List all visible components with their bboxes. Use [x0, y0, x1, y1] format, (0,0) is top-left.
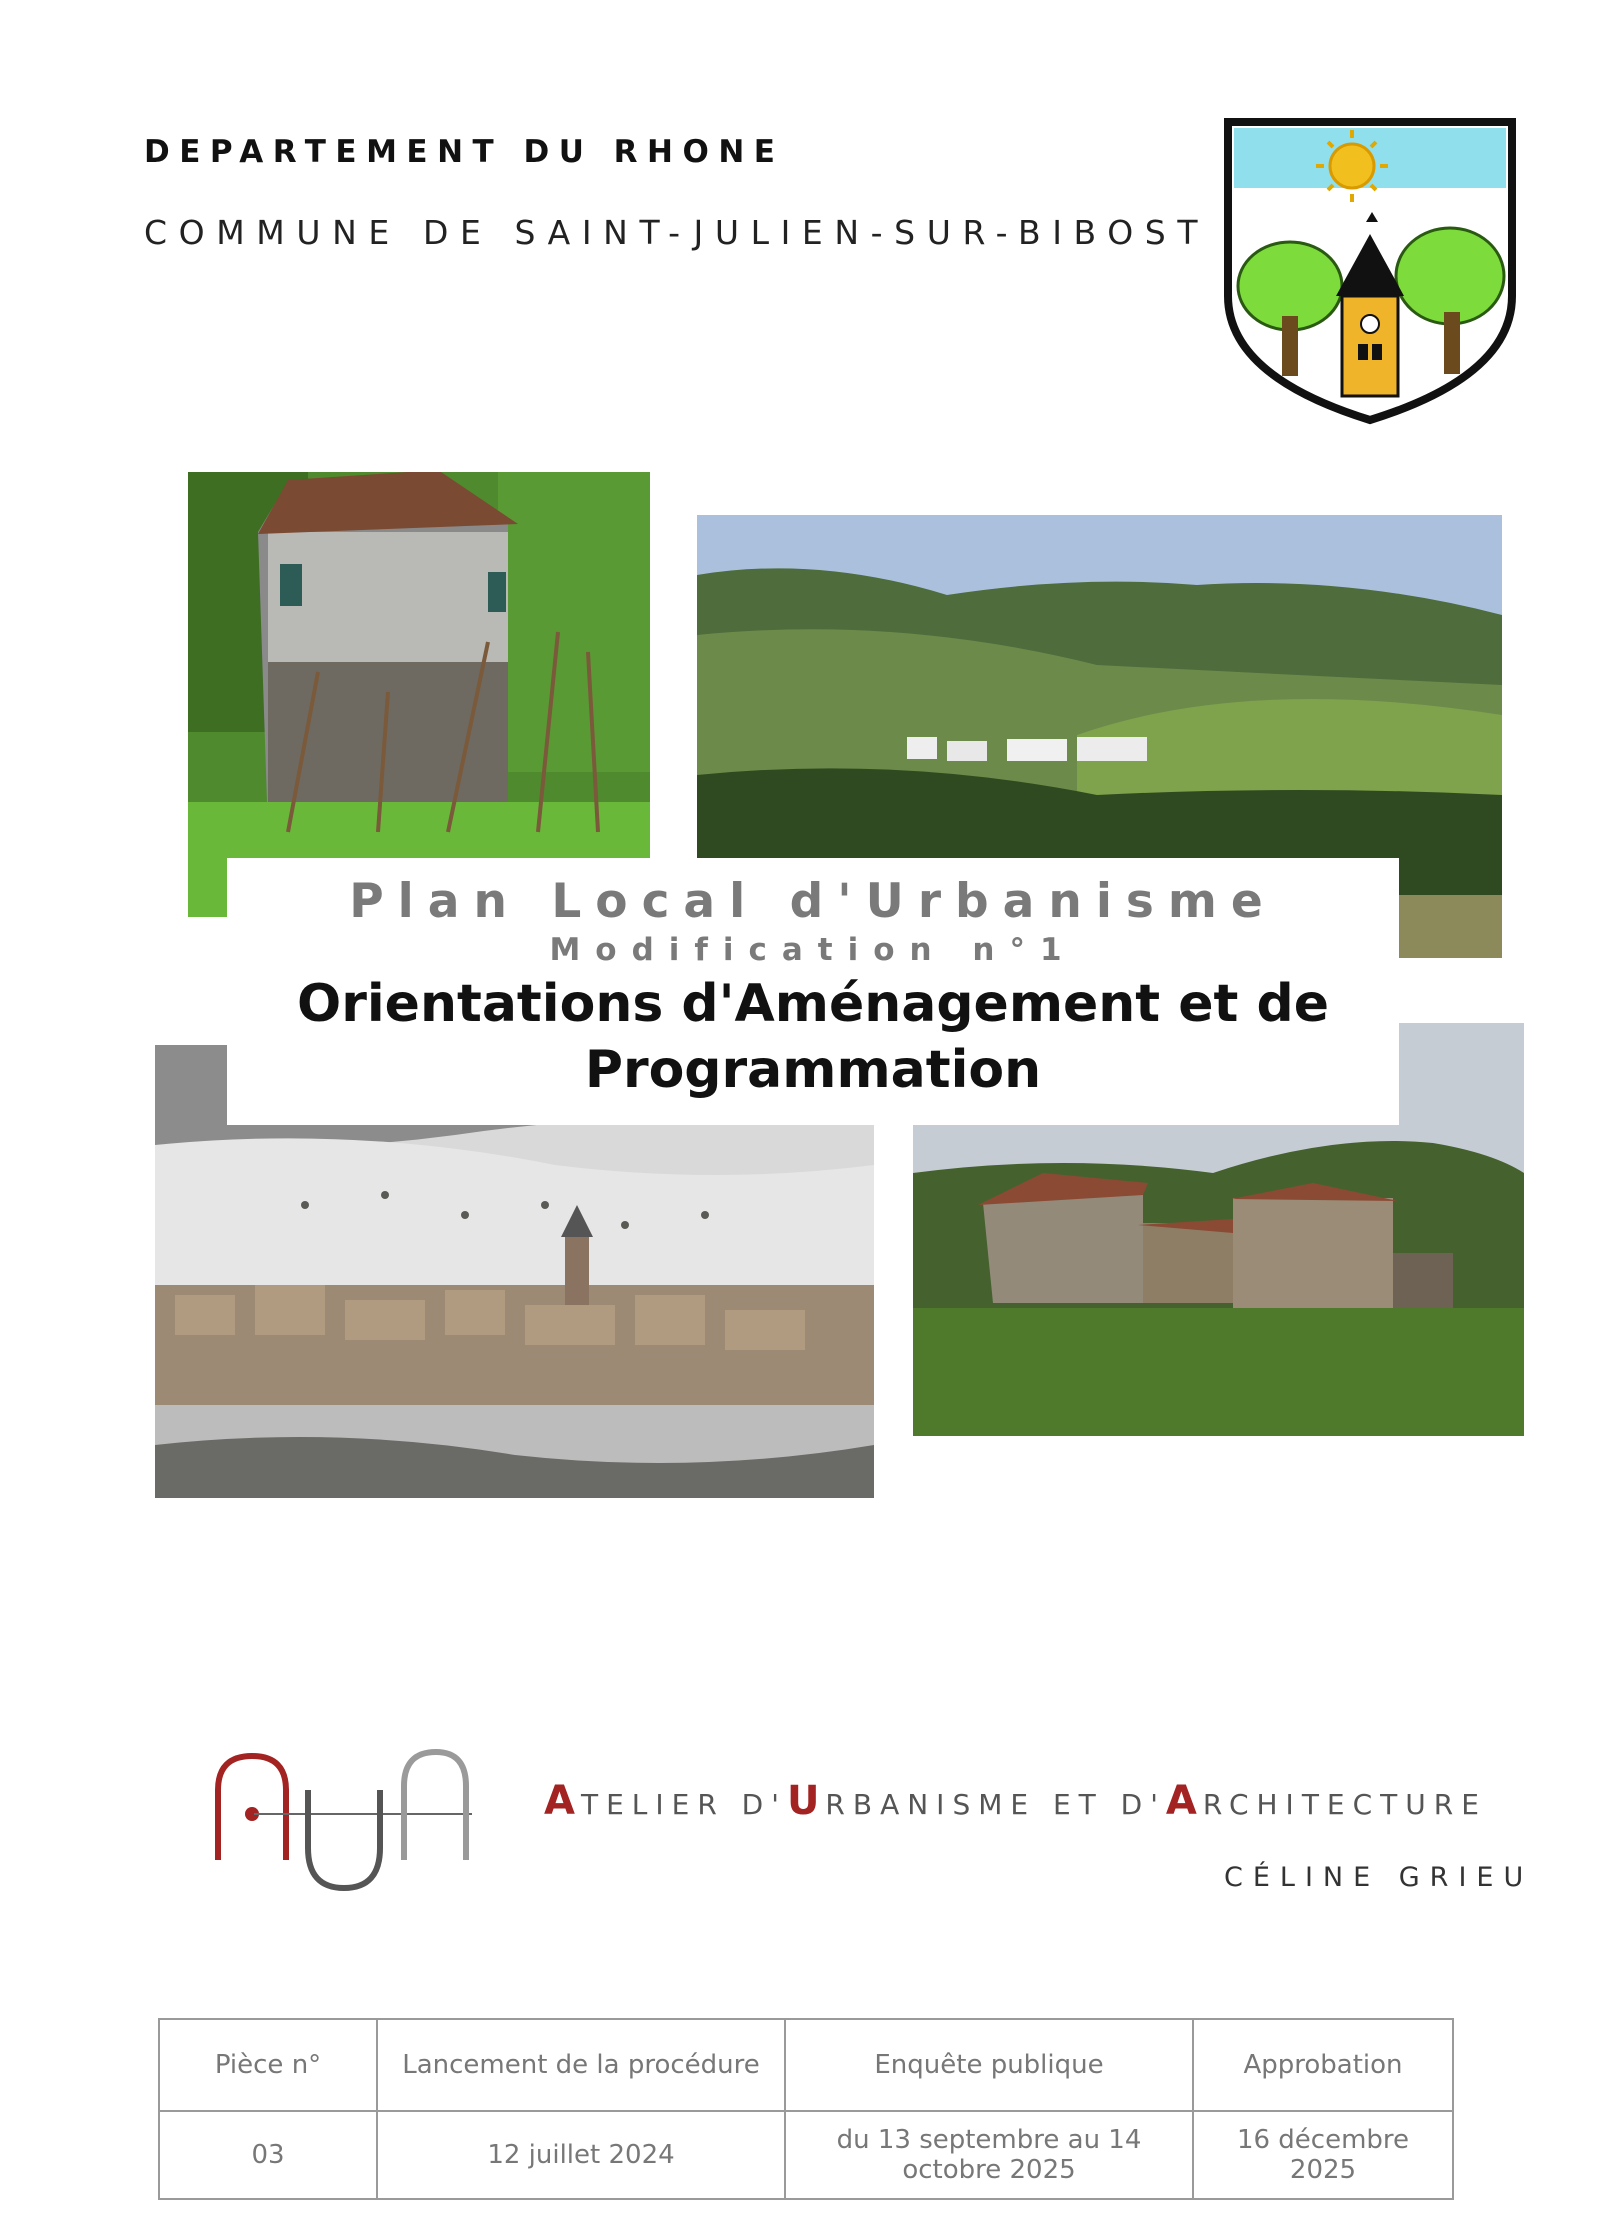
atelier-word-architecture: RCHITECTURE — [1202, 1788, 1487, 1821]
table-row — [159, 2111, 1453, 2199]
header-enquete: Enquête publique — [785, 2019, 1193, 2111]
plan-title: Plan Local d'Urbanisme — [349, 874, 1277, 929]
atelier-initial-a2: A — [1165, 1778, 1203, 1824]
commune-heading: COMMUNE DE SAINT-JULIEN-SUR-BIBOST — [144, 213, 1210, 252]
cell-piece: 03 — [159, 2111, 377, 2199]
table-header-row — [159, 2019, 1453, 2111]
atelier-word-atelier: TELIER D' — [580, 1788, 787, 1821]
atelier-name — [544, 1778, 1487, 1824]
coat-of-arms-icon — [1220, 116, 1520, 426]
header-approbation: Approbation — [1193, 2019, 1453, 2111]
title-block — [227, 858, 1399, 1125]
department-heading: DEPARTEMENT DU RHONE — [144, 134, 785, 170]
cell-enquete: du 13 septembre au 14 octobre 2025 — [785, 2111, 1193, 2199]
atelier-word-urbanisme: RBANISME ET D' — [825, 1788, 1166, 1821]
header-lancement: Lancement de la procédure — [377, 2019, 785, 2111]
cell-lancement: 12 juillet 2024 — [377, 2111, 785, 2199]
modification-subtitle: Modification n°1 — [549, 932, 1077, 968]
header-piece: Pièce n° — [159, 2019, 377, 2111]
cell-approbation: 16 décembre 2025 — [1193, 2111, 1453, 2199]
document-title: Orientations d'Aménagement et de Programmation — [297, 974, 1329, 1100]
atelier-initial-u: U — [786, 1778, 826, 1824]
author-name: CÉLINE GRIEU — [1224, 1862, 1534, 1893]
stone-house-photo — [188, 472, 650, 917]
aua-logo-icon — [210, 1740, 480, 1900]
procedure-table — [158, 2018, 1454, 2200]
atelier-initial-a: A — [544, 1778, 581, 1824]
